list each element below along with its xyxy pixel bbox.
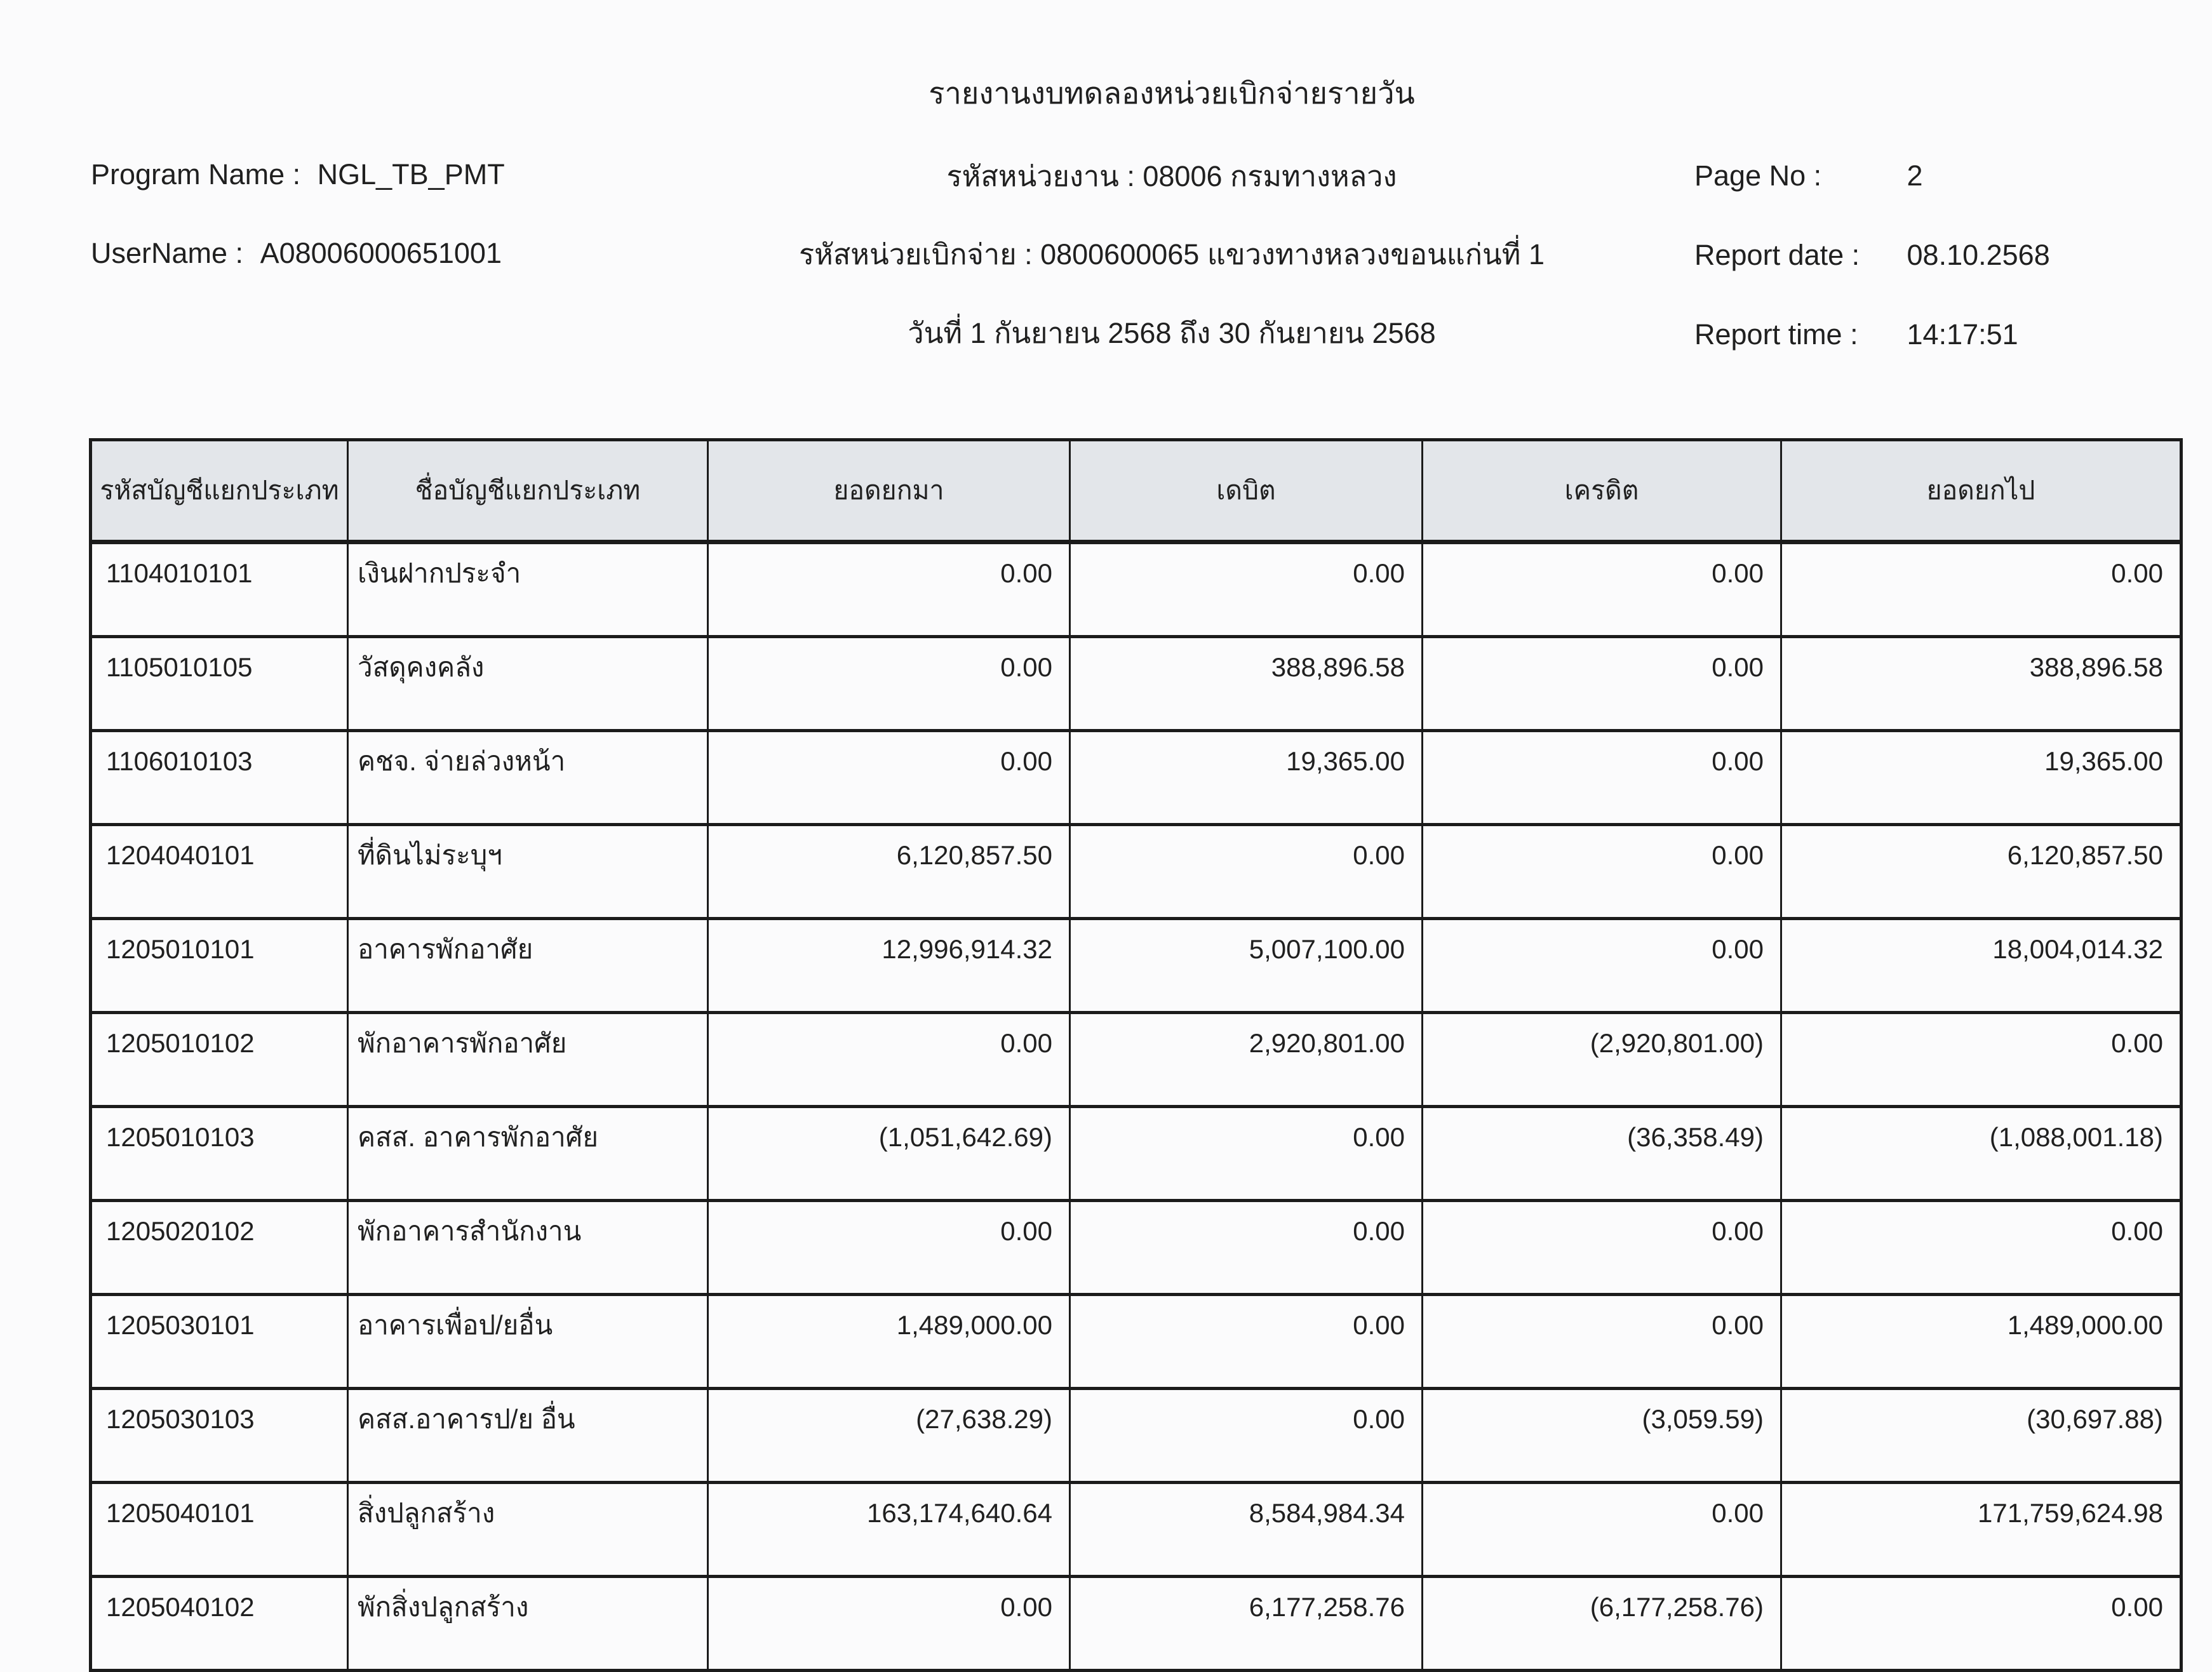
closing-balance-cell: 0.00 xyxy=(1781,1013,2182,1107)
account-name-cell: วัสดุคงคลัง xyxy=(348,637,708,731)
account-name-cell: เงินฝากประจำ xyxy=(348,542,708,637)
closing-balance-cell: 171,759,624.98 xyxy=(1781,1483,2182,1577)
account-code-cell: 1205040101 xyxy=(91,1483,348,1577)
account-name-cell: อาคารเพื่อป/ยอื่น xyxy=(348,1295,708,1389)
account-name-cell: พักสิ่งปลูกสร้าง xyxy=(348,1577,708,1671)
closing-balance-cell: 0.00 xyxy=(1781,542,2182,637)
account-code-cell: 1205020102 xyxy=(91,1201,348,1295)
debit-cell: 0.00 xyxy=(1070,825,1423,919)
account-name-cell: ที่ดินไม่ระบุฯ xyxy=(348,825,708,919)
closing-balance-cell: 19,365.00 xyxy=(1781,731,2182,825)
credit-cell: 0.00 xyxy=(1423,731,1781,825)
table-row xyxy=(91,1483,2182,1577)
account-code-cell: 1205040102 xyxy=(91,1577,348,1671)
account-code-cell: 1205010103 xyxy=(91,1107,348,1201)
program-name-value: NGL_TB_PMT xyxy=(317,158,505,191)
program-name-label: Program Name : xyxy=(91,158,301,191)
report-time-value: 14:17:51 xyxy=(1907,318,2018,351)
debit-cell: 19,365.00 xyxy=(1070,731,1423,825)
trial-balance-table xyxy=(89,438,2183,1672)
credit-cell: 0.00 xyxy=(1423,637,1781,731)
closing-balance-cell: 18,004,014.32 xyxy=(1781,919,2182,1013)
credit-cell: 0.00 xyxy=(1423,919,1781,1013)
credit-cell: (6,177,258.76) xyxy=(1423,1577,1781,1671)
page-title: รายงานงบทดลองหน่วยเบิกจ่ายรายวัน xyxy=(928,76,1415,110)
credit-cell: (3,059.59) xyxy=(1423,1389,1781,1483)
opening-balance-cell: (1,051,642.69) xyxy=(708,1107,1070,1201)
account-code-cell: 1204040101 xyxy=(91,825,348,919)
closing-balance-cell: 1,489,000.00 xyxy=(1781,1295,2182,1389)
report-date-label: Report date : xyxy=(1694,239,1860,271)
closing-balance-cell: 6,120,857.50 xyxy=(1781,825,2182,919)
account-code-cell: 1106010103 xyxy=(91,731,348,825)
opening-balance-cell: 12,996,914.32 xyxy=(708,919,1070,1013)
table-row xyxy=(91,731,2182,825)
column-header-account-name: ชื่อบัญชีแยกประเภท xyxy=(348,440,708,542)
agency-code-line: รหัสหน่วยงาน : 08006 กรมทางหลวง xyxy=(946,160,1397,192)
closing-balance-cell: 0.00 xyxy=(1781,1577,2182,1671)
page-no-value: 2 xyxy=(1907,159,1923,192)
debit-cell: 388,896.58 xyxy=(1070,637,1423,731)
page-no-label: Page No : xyxy=(1694,159,1822,192)
account-name-cell: พักอาคารพักอาศัย xyxy=(348,1013,708,1107)
account-name-cell: คสส.อาคารป/ย อื่น xyxy=(348,1389,708,1483)
credit-cell: 0.00 xyxy=(1423,1483,1781,1577)
table-row xyxy=(91,1577,2182,1671)
credit-cell: (36,358.49) xyxy=(1423,1107,1781,1201)
account-name-cell: คชจ. จ่ายล่วงหน้า xyxy=(348,731,708,825)
report-time-line xyxy=(1694,317,2018,352)
table-row xyxy=(91,919,2182,1013)
username-value: A08006000651001 xyxy=(260,237,502,269)
debit-cell: 8,584,984.34 xyxy=(1070,1483,1423,1577)
opening-balance-cell: 0.00 xyxy=(708,637,1070,731)
account-code-cell: 1205010101 xyxy=(91,919,348,1013)
account-code-cell: 1105010105 xyxy=(91,637,348,731)
account-name-cell: คสส. อาคารพักอาศัย xyxy=(348,1107,708,1201)
column-header-opening-balance: ยอดยกมา xyxy=(708,440,1070,542)
credit-cell: 0.00 xyxy=(1423,1201,1781,1295)
disbursement-unit-line: รหัสหน่วยเบิกจ่าย : 0800600065 แขวงทางหลวงขอนแก่นที่ 1 xyxy=(799,238,1545,271)
column-header-closing-balance: ยอดยกไป xyxy=(1781,440,2182,542)
page-no-line xyxy=(1694,158,1923,194)
username-line xyxy=(91,236,502,271)
report-date-value: 08.10.2568 xyxy=(1907,239,2050,271)
debit-cell: 0.00 xyxy=(1070,1201,1423,1295)
closing-balance-cell: (1,088,001.18) xyxy=(1781,1107,2182,1201)
credit-cell: (2,920,801.00) xyxy=(1423,1013,1781,1107)
debit-cell: 0.00 xyxy=(1070,1295,1423,1389)
column-header-account-code: รหัสบัญชีแยกประเภท xyxy=(91,440,348,542)
report-time-label: Report time : xyxy=(1694,318,1858,351)
program-name-line xyxy=(91,157,505,192)
account-name-cell: อาคารพักอาศัย xyxy=(348,919,708,1013)
opening-balance-cell: 0.00 xyxy=(708,542,1070,637)
column-header-credit: เครดิต xyxy=(1423,440,1781,542)
opening-balance-cell: 0.00 xyxy=(708,1013,1070,1107)
debit-cell: 0.00 xyxy=(1070,1389,1423,1483)
credit-cell: 0.00 xyxy=(1423,825,1781,919)
report-date-line xyxy=(1694,237,2050,273)
opening-balance-cell: 0.00 xyxy=(708,731,1070,825)
period-line: วันที่ 1 กันยายน 2568 ถึง 30 กันยายน 2568 xyxy=(908,317,1436,349)
table-header xyxy=(91,440,2182,542)
opening-balance-cell: 6,120,857.50 xyxy=(708,825,1070,919)
table-header-row xyxy=(91,440,2182,542)
table-row xyxy=(91,1107,2182,1201)
table-row xyxy=(91,1201,2182,1295)
debit-cell: 2,920,801.00 xyxy=(1070,1013,1423,1107)
debit-cell: 5,007,100.00 xyxy=(1070,919,1423,1013)
account-name-cell: สิ่งปลูกสร้าง xyxy=(348,1483,708,1577)
debit-cell: 0.00 xyxy=(1070,542,1423,637)
table-row xyxy=(91,637,2182,731)
opening-balance-cell: 1,489,000.00 xyxy=(708,1295,1070,1389)
credit-cell: 0.00 xyxy=(1423,542,1781,637)
table-row xyxy=(91,1389,2182,1483)
table-row xyxy=(91,825,2182,919)
closing-balance-cell: 0.00 xyxy=(1781,1201,2182,1295)
opening-balance-cell: (27,638.29) xyxy=(708,1389,1070,1483)
opening-balance-cell: 0.00 xyxy=(708,1201,1070,1295)
opening-balance-cell: 163,174,640.64 xyxy=(708,1483,1070,1577)
account-code-cell: 1205030101 xyxy=(91,1295,348,1389)
debit-cell: 0.00 xyxy=(1070,1107,1423,1201)
account-code-cell: 1205030103 xyxy=(91,1389,348,1483)
credit-cell: 0.00 xyxy=(1423,1295,1781,1389)
debit-cell: 6,177,258.76 xyxy=(1070,1577,1423,1671)
closing-balance-cell: 388,896.58 xyxy=(1781,637,2182,731)
table-row xyxy=(91,1013,2182,1107)
table-row xyxy=(91,542,2182,637)
table-body xyxy=(91,542,2182,1671)
opening-balance-cell: 0.00 xyxy=(708,1577,1070,1671)
column-header-debit: เดบิต xyxy=(1070,440,1423,542)
username-label: UserName : xyxy=(91,237,244,269)
table-row xyxy=(91,1295,2182,1389)
account-code-cell: 1205010102 xyxy=(91,1013,348,1107)
account-name-cell: พักอาคารสำนักงาน xyxy=(348,1201,708,1295)
account-code-cell: 1104010101 xyxy=(91,542,348,637)
closing-balance-cell: (30,697.88) xyxy=(1781,1389,2182,1483)
